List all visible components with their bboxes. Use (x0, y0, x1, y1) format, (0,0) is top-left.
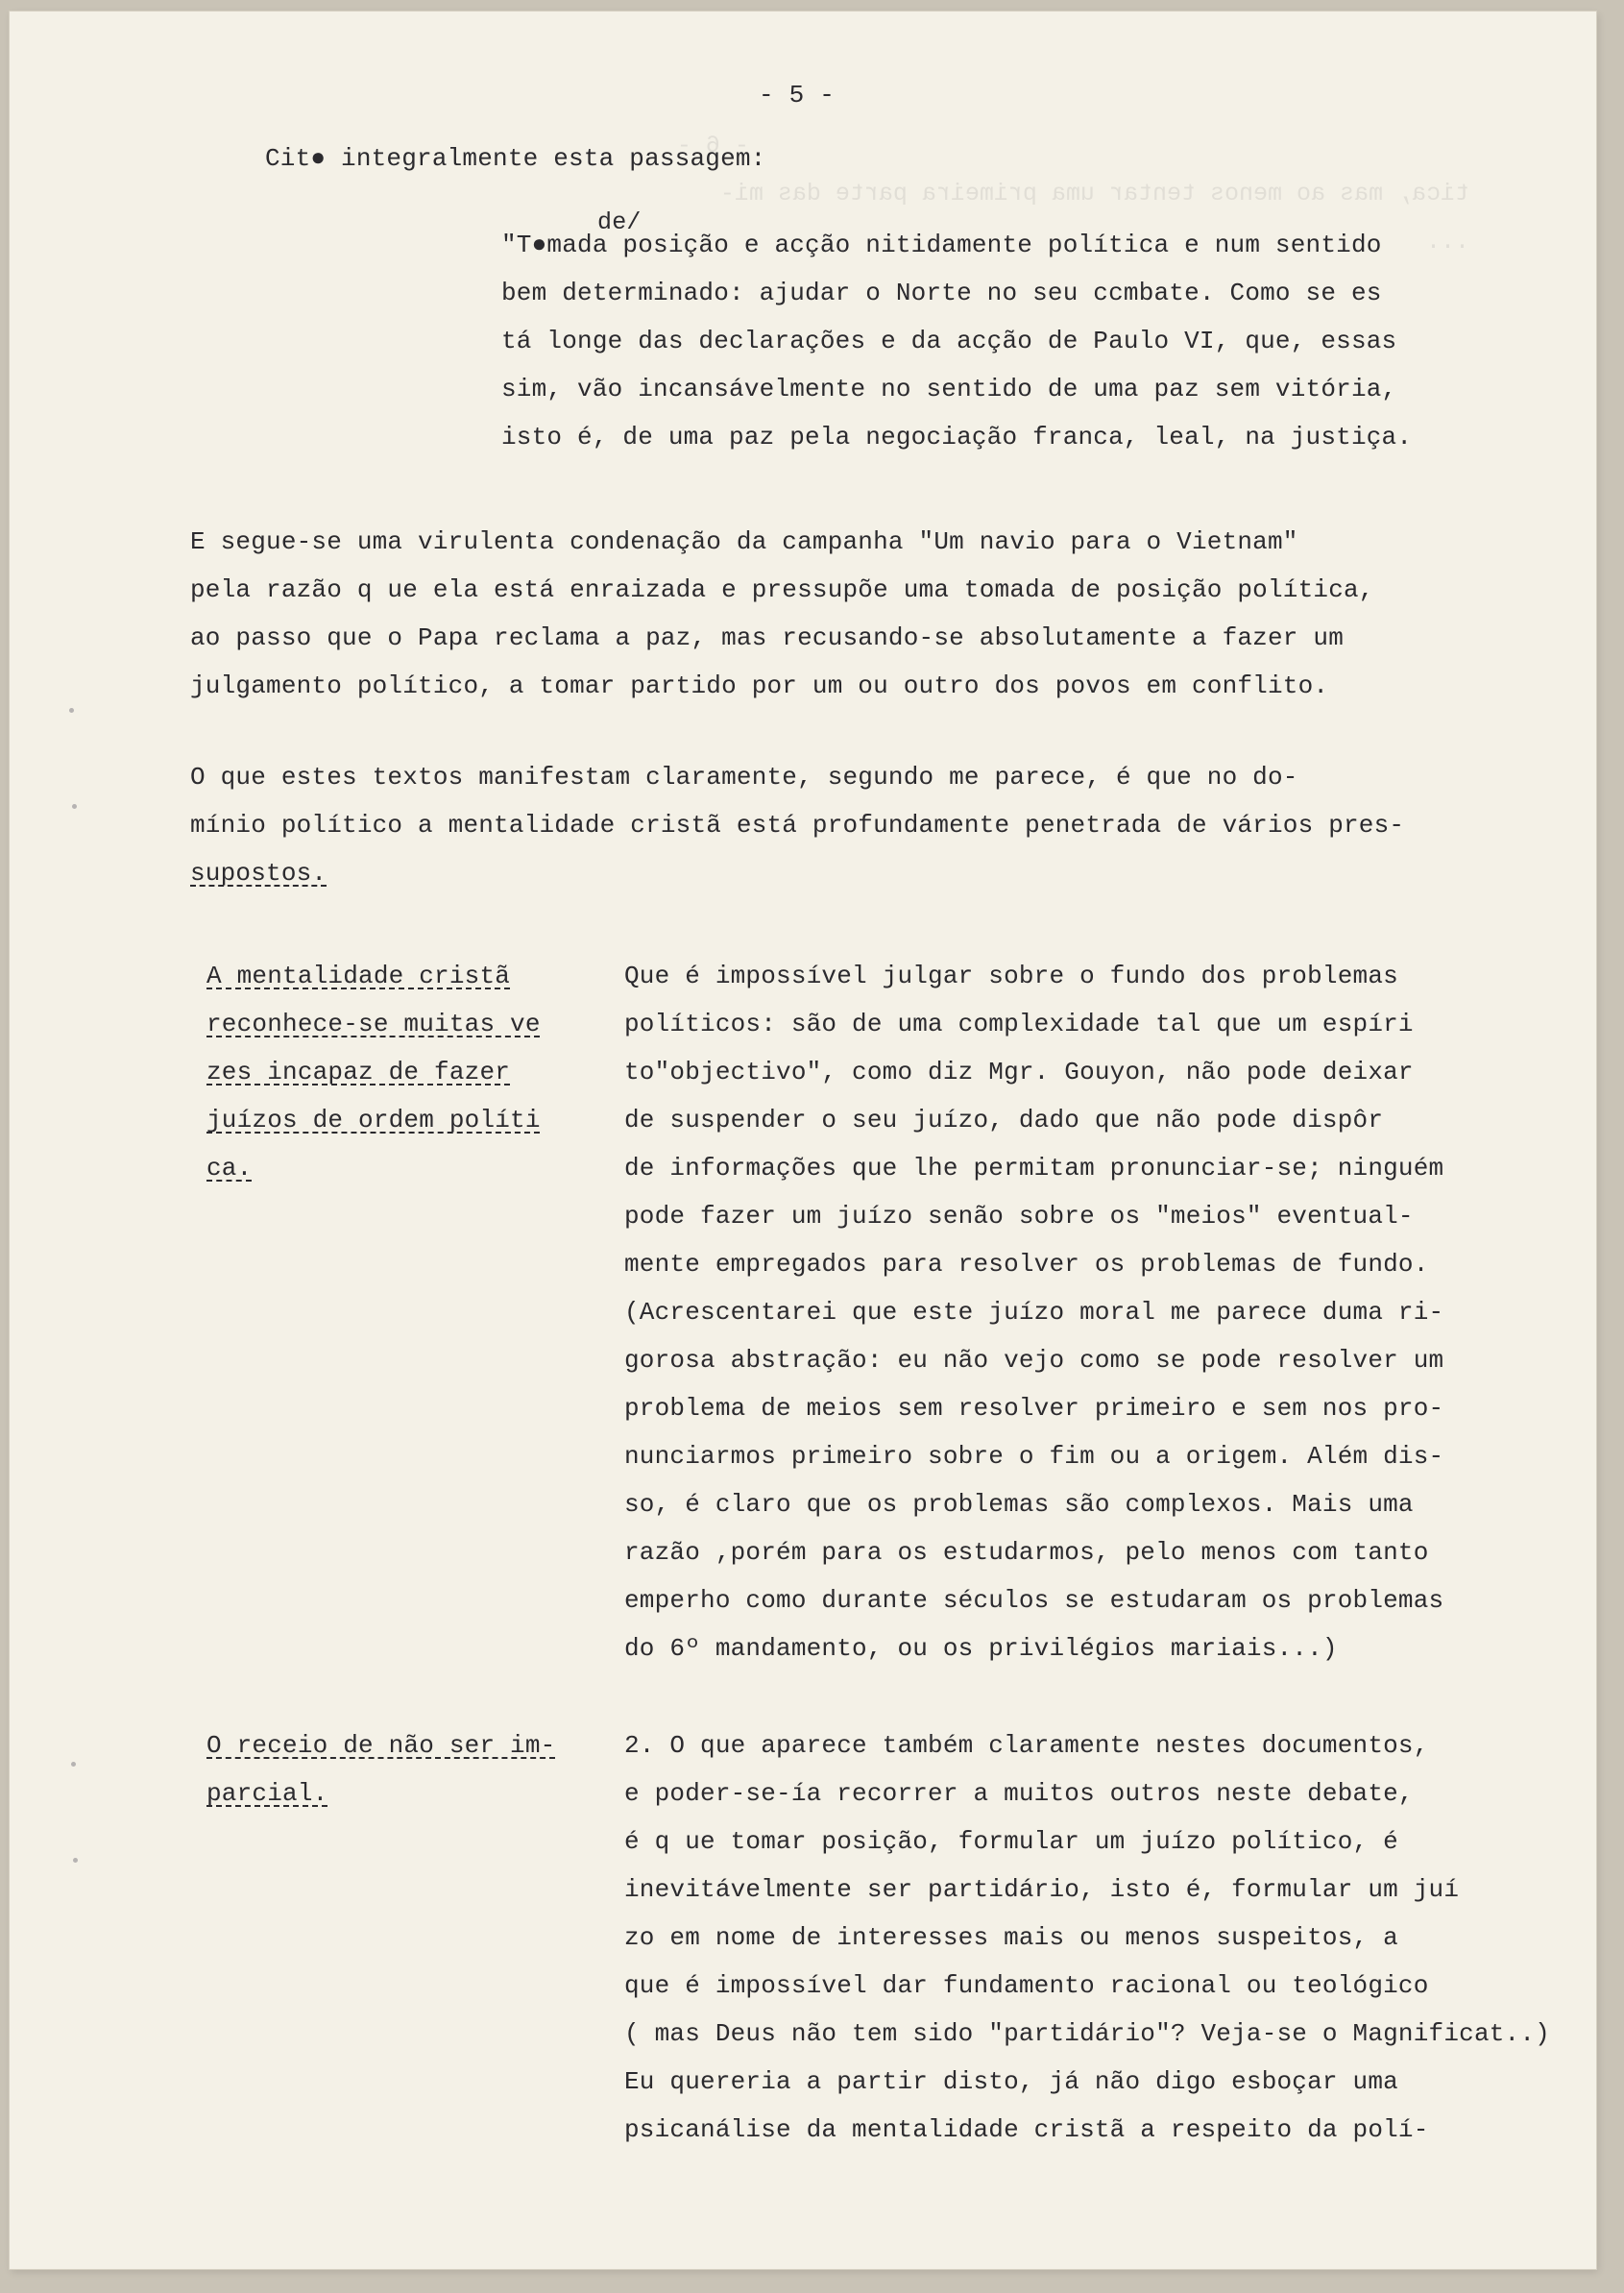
margin-note-line: parcial. (206, 1779, 328, 1808)
body-line: mente empregados para resolver os problemas de fundo. (624, 1250, 1429, 1279)
body-line: problema de meios sem resolver primeiro e sem nos pro- (624, 1394, 1444, 1423)
body-line: psicanálise da mentalidade cristã a respeito da polí- (624, 2115, 1429, 2144)
section-2-text (624, 1721, 1550, 2154)
quote-line: "T●mada posição e acção nitidamente política e num sentido (501, 231, 1382, 259)
margin-note-line: ca. (206, 1154, 253, 1183)
paragraph-line: mínio político a mentalidade cristã está profundamente penetrada de vários pres- (190, 811, 1405, 840)
body-line: to"objectivo", como diz Mgr. Gouyon, não pode deixar (624, 1058, 1414, 1086)
body-line: so, é claro que os problemas são complexos. Mais uma (624, 1490, 1414, 1519)
document-page (10, 12, 1596, 2269)
margin-note-line: reconhece-se muitas ve (206, 1010, 541, 1038)
body-line: é q ue tomar posição, formular um juízo político, é (624, 1827, 1398, 1856)
intro-line: Cit● integralmente esta passagem: (265, 144, 766, 173)
quote-line: isto é, de uma paz pela negociação franca, leal, na justiça. (501, 423, 1413, 451)
paragraph-line: ao passo que o Papa reclama a paz, mas recusando-se absolutamente a fazer um (190, 623, 1344, 652)
margin-note-line: A mentalidade cristã (206, 962, 511, 990)
body-line: Que é impossível julgar sobre o fundo dos problemas (624, 962, 1398, 990)
paper-speck (71, 1762, 76, 1767)
margin-note-1 (206, 952, 541, 1192)
paragraph-3 (190, 753, 1404, 897)
body-line: nunciarmos primeiro sobre o fim ou a origem. Além dis- (624, 1442, 1444, 1471)
body-line: ( mas Deus não tem sido "partidário"? Veja-se o Magnificat..) (624, 2019, 1550, 2048)
body-line: que é impossível dar fundamento racional ou teológico (624, 1971, 1429, 2000)
margin-note-line: zes incapaz de fazer (206, 1058, 511, 1086)
quote-line: tá longe das declarações e da acção de Paulo VI, que, essas (501, 327, 1397, 355)
body-line: razão ,porém para os estudarmos, pelo menos com tanto (624, 1538, 1429, 1567)
body-line: emperho como durante séculos se estudaram os problemas (624, 1586, 1444, 1615)
body-line: de informações que lhe permitam pronunciar-se; ninguém (624, 1154, 1444, 1183)
body-line: gorosa abstração: eu não vejo como se pode resolver um (624, 1346, 1444, 1375)
margin-note-line: juízos de ordem políti (206, 1106, 541, 1134)
body-line: 2. O que aparece também claramente nestes documentos, (624, 1731, 1429, 1760)
paper-speck (73, 1858, 78, 1863)
body-line: pode fazer um juízo senão sobre os "meios" eventual- (624, 1202, 1414, 1231)
margin-note-2 (206, 1721, 555, 1817)
body-line: e poder-se-ía recorrer a muitos outros neste debate, (624, 1779, 1414, 1808)
body-line: de suspender o seu juízo, dado que não pode dispôr (624, 1106, 1384, 1134)
quote-line: sim, vão incansávelmente no sentido de uma paz sem vitória, (501, 375, 1397, 403)
paper-speck (72, 804, 77, 809)
paper-speck (69, 708, 74, 713)
body-line: inevitávelmente ser partidário, isto é, formular um juí (624, 1875, 1460, 1904)
margin-note-line: O receio de não ser im- (206, 1731, 556, 1760)
body-line: (Acrescentarei que este juízo moral me parece duma ri- (624, 1298, 1444, 1327)
paragraph-line: E segue-se uma virulenta condenação da campanha "Um navio para o Vietnam" (190, 527, 1298, 556)
paragraph-line: pela razão q ue ela está enraizada e pressupõe uma tomada de posição política, (190, 575, 1374, 604)
page-number: - 5 - (759, 81, 836, 110)
paragraph-line: julgamento político, a tomar partido por um ou outro dos povos em conflito. (190, 671, 1329, 700)
paragraph-line: supostos. (190, 859, 327, 888)
body-line: políticos: são de uma complexidade tal que um espíri (624, 1010, 1414, 1038)
body-line: Eu quereria a partir disto, já não digo esboçar uma (624, 2067, 1398, 2096)
show-through-text: - 6 - tica, mas ao menos tentar uma primeira parte das mi- ... (676, 132, 1469, 256)
body-line: zo em nome de interesses mais ou menos suspeitos, a (624, 1923, 1398, 1952)
handwritten-insertion: de/ (597, 208, 642, 236)
paragraph-2 (190, 518, 1374, 710)
body-line: do 6º mandamento, ou os privilégios mariais...) (624, 1634, 1338, 1663)
paragraph-line: O que estes textos manifestam claramente, segundo me parece, é que no do- (190, 763, 1298, 792)
quote-line: bem determinado: ajudar o Norte no seu ccmbate. Como se es (501, 279, 1382, 307)
block-quote (501, 221, 1412, 461)
section-1-text (624, 952, 1443, 1672)
